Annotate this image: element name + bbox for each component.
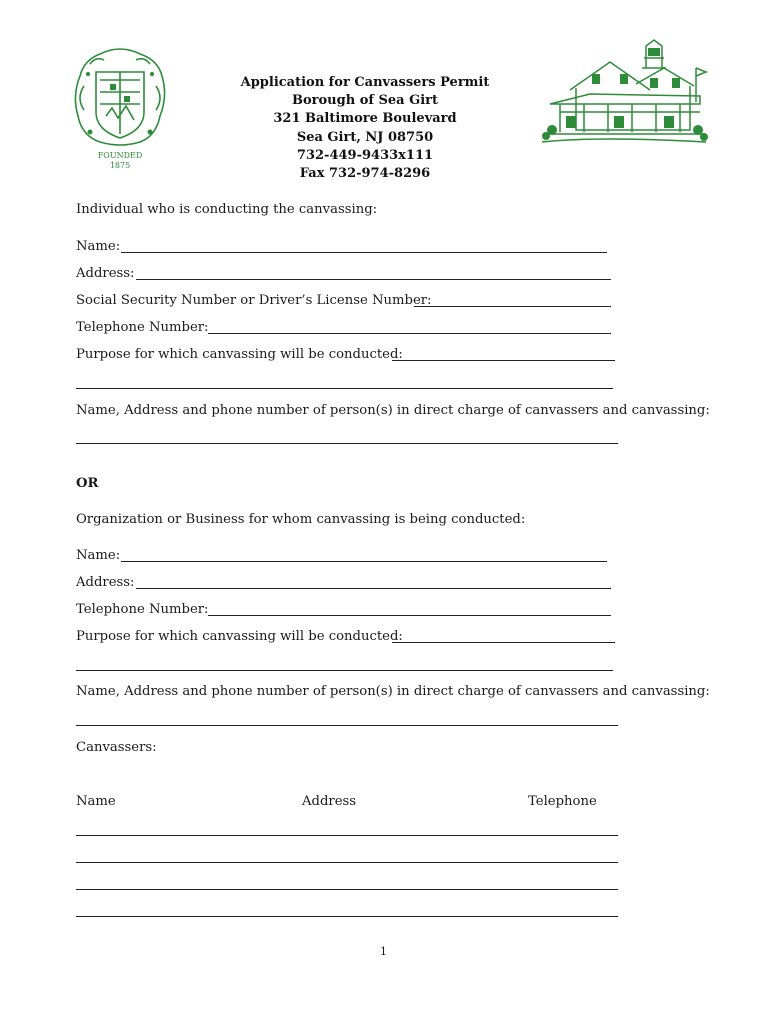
organization-purpose-field[interactable] [392,642,615,643]
individual-phone-label: Telephone Number: [76,320,209,335]
house-illustration-logo [540,38,710,150]
city-state-zip: Sea Girt, NJ 08750 [296,129,434,145]
individual-heading: Individual who is conducting the canvassing: [76,202,378,217]
individual-ssn-field[interactable] [414,306,611,307]
organization-purpose-label: Purpose for which canvassing will be conducted: [76,629,403,644]
form-title: Application for Canvassers Permit [240,75,490,90]
borough-name: Borough of Sea Girt [292,93,438,109]
canvasser-row-1[interactable] [76,835,618,836]
individual-charge-field[interactable] [76,443,618,444]
organization-heading: Organization or Business for whom canvassing is being conducted: [76,512,526,527]
seal-founded-text: FOUNDED [97,151,143,160]
canvasser-row-2[interactable] [76,862,618,863]
organization-charge-label: Name, Address and phone number of person(s) in direct charge of canvassers and canvassing: [76,684,710,699]
individual-purpose-field[interactable] [392,360,615,361]
organization-charge-field[interactable] [76,725,618,726]
borough-seal-logo [70,46,170,174]
organization-address-field[interactable] [136,588,611,589]
or-separator: OR [76,476,99,491]
document-header [200,74,530,183]
organization-name-field[interactable] [121,561,607,562]
organization-phone-field[interactable] [208,615,611,616]
seal-year-text: 1875 [109,161,131,170]
organization-name-label: Name: [76,548,121,563]
fax-number: Fax 732-974-8296 [299,166,431,182]
page-number: 1 [380,945,387,958]
organization-address-label: Address: [76,575,135,590]
column-header-name: Name [76,794,116,809]
street-address: 321 Baltimore Boulevard [273,111,457,127]
individual-name-label: Name: [76,239,121,254]
individual-ssn-label: Social Security Number or Driver’s License Number: [76,293,432,308]
individual-address-field[interactable] [136,279,611,280]
individual-phone-field[interactable] [208,333,611,334]
individual-address-label: Address: [76,266,135,281]
canvasser-row-3[interactable] [76,889,618,890]
individual-purpose-field-continued[interactable] [76,388,613,389]
organization-phone-label: Telephone Number: [76,602,209,617]
organization-purpose-field-continued[interactable] [76,670,613,671]
phone-number: 732-449-9433x111 [296,147,434,163]
canvasser-row-4[interactable] [76,916,618,917]
column-header-address: Address [302,794,357,809]
individual-name-field[interactable] [121,252,607,253]
individual-charge-label: Name, Address and phone number of person(s) in direct charge of canvassers and canvassing: [76,403,710,418]
column-header-telephone: Telephone [528,794,597,809]
individual-purpose-label: Purpose for which canvassing will be conducted: [76,347,403,362]
canvassers-heading: Canvassers: [76,740,157,755]
